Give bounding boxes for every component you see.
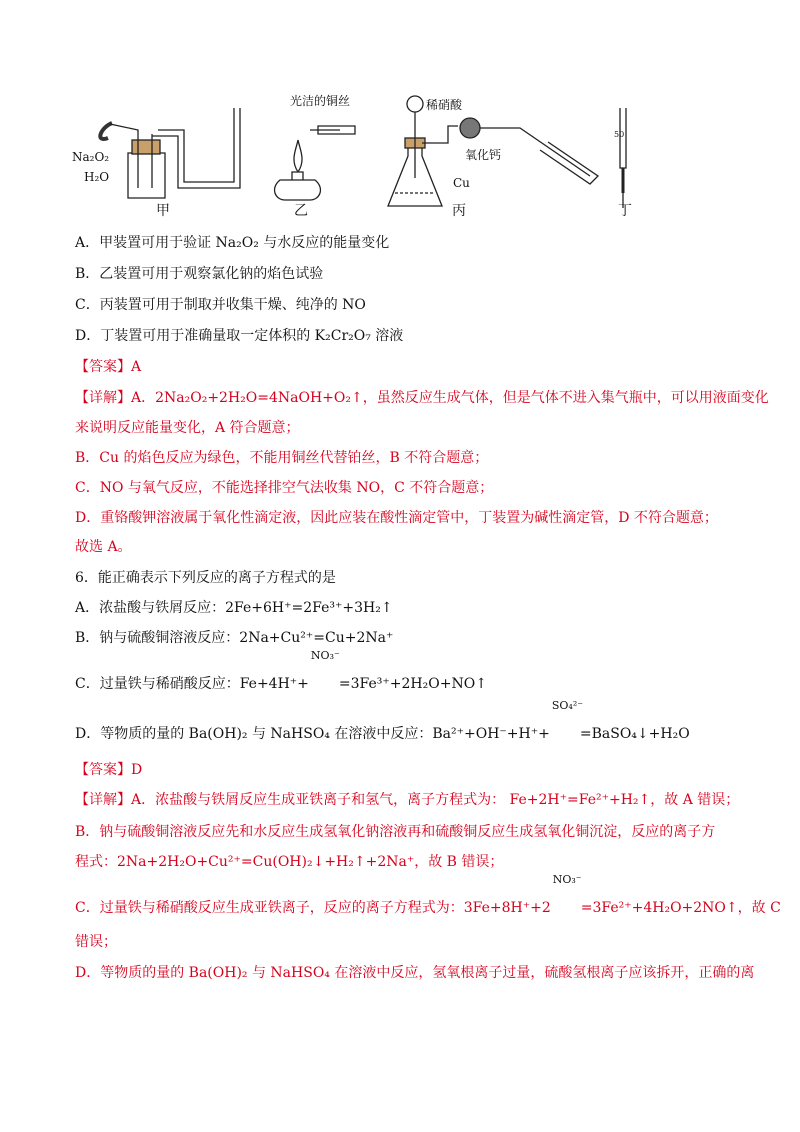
q6-option-a: A．浓盐酸与铁屑反应：2Fe+6H⁺=2Fe³⁺+3H₂↑ bbox=[75, 600, 393, 616]
caption-jia: 甲 bbox=[156, 203, 170, 219]
q6-detail-4-pre: C．过量铁与稀硝酸反应生成亚铁离子，反应的离子方程式为：3Fe+8H⁺+2 bbox=[75, 900, 551, 916]
caption-yi: 乙 bbox=[294, 203, 308, 219]
q5-detail-1: 【详解】A．2Na₂O₂+2H₂O=4NaOH+O₂↑，虽然反应生成气体，但是气体不进入集气瓶中，可以用液面变化 bbox=[75, 390, 769, 406]
q6-option-c-pre: C．过量铁与稀硝酸反应：Fe+4H⁺+ bbox=[75, 676, 309, 692]
label-na2o2: Na₂O₂ bbox=[72, 150, 110, 164]
q6-option-d bbox=[75, 699, 690, 744]
sulfate-ion-formula: SO₄²⁻ bbox=[551, 699, 584, 712]
q6-stem: 6．能正确表示下列反应的离子方程式的是 bbox=[75, 570, 336, 586]
q6-detail-4 bbox=[75, 873, 781, 918]
q6-option-c bbox=[75, 649, 487, 694]
nitrate-ion bbox=[309, 649, 340, 688]
q5-detail-4: C．NO 与氧气反应，不能选择排空气法收集 NO，C 不符合题意； bbox=[75, 480, 494, 496]
caption-bing: 丙 bbox=[452, 203, 466, 219]
q5-answer: 【答案】A bbox=[75, 359, 142, 375]
q5-detail-5: D．重铬酸钾溶液属于氧化性滴定液，因此应装在酸性滴定管中，丁装置为碱性滴定管，D 不符合题意； bbox=[75, 510, 718, 526]
q5-detail-2: 来说明反应能量变化，A 符合题意； bbox=[75, 420, 300, 436]
label-burette-mark: 50 bbox=[614, 130, 625, 139]
label-calcium-oxide: 氧化钙 bbox=[465, 148, 502, 162]
q6-detail-6: D．等物质的量的 Ba(OH)₂ 与 NaHSO₄ 在溶液中反应，氢氧根离子过量，硫酸氢根离子应该拆开，正确的离 bbox=[75, 965, 755, 981]
q6-detail-2: B．钠与硫酸铜溶液反应先和水反应生成氢氧化钠溶液再和硫酸铜反应生成氢氧化铜沉淀，反应的离子方 bbox=[75, 824, 716, 840]
q6-option-d-pre: D．等物质的量的 Ba(OH)₂ 与 NaHSO₄ 在溶液中反应：Ba²⁺+OH⁻+H⁺+ bbox=[75, 726, 550, 742]
apparatus-drawings bbox=[70, 88, 730, 218]
sulfate-ion bbox=[550, 699, 584, 738]
label-h2o: H₂O bbox=[84, 170, 110, 184]
q5-detail-6: 故选 A。 bbox=[75, 539, 132, 555]
q6-option-b: B．钠与硫酸铜溶液反应：2Na+Cu²⁺=Cu+2Na⁺ bbox=[75, 630, 394, 646]
q6-answer: 【答案】D bbox=[75, 762, 143, 778]
q6-option-c-post: =3Fe³⁺+2H₂O+NO↑ bbox=[338, 676, 487, 692]
q6-detail-3: 程式：2Na+2H₂O+Cu²⁺=Cu(OH)₂↓+H₂↑+2Na⁺，故 B 错误； bbox=[75, 854, 504, 870]
nitrate-ion-detail-formula: NO₃⁻ bbox=[552, 873, 582, 886]
q5-detail-3: B．Cu 的焰色反应为绿色，不能用铜丝代替铂丝，B 不符合题意； bbox=[75, 450, 489, 466]
q5-option-b: B．乙装置可用于观察氯化钠的焰色试验 bbox=[75, 266, 324, 282]
q6-detail-4-post: =3Fe²⁺+4H₂O+2NO↑，故 C bbox=[580, 900, 781, 916]
label-cu: Cu bbox=[453, 176, 470, 190]
q5-option-a: A．甲装置可用于验证 Na₂O₂ 与水反应的能量变化 bbox=[75, 235, 390, 251]
label-dilute-nitric-acid: 稀硝酸 bbox=[426, 98, 463, 112]
q5-option-d: D．丁装置可用于准确量取一定体积的 K₂Cr₂O₇ 溶液 bbox=[75, 328, 404, 344]
q6-option-d-post: =BaSO₄↓+H₂O bbox=[579, 726, 690, 742]
apparatus-figure bbox=[70, 88, 730, 218]
q5-option-c: C．丙装置可用于制取并收集干燥、纯净的 NO bbox=[75, 297, 366, 313]
caption-ding: 丁 bbox=[618, 203, 632, 219]
nitrate-ion-formula: NO₃⁻ bbox=[310, 649, 340, 662]
nitrate-ion-detail bbox=[551, 873, 582, 912]
q6-detail-5: 错误； bbox=[75, 934, 117, 950]
q6-detail-1: 【详解】A．浓盐酸与铁屑反应生成亚铁离子和氢气，离子方程式为： Fe+2H⁺=Fe²⁺+H₂↑，故 A 错误； bbox=[75, 792, 740, 808]
label-copper-wire: 光洁的铜丝 bbox=[290, 94, 351, 108]
